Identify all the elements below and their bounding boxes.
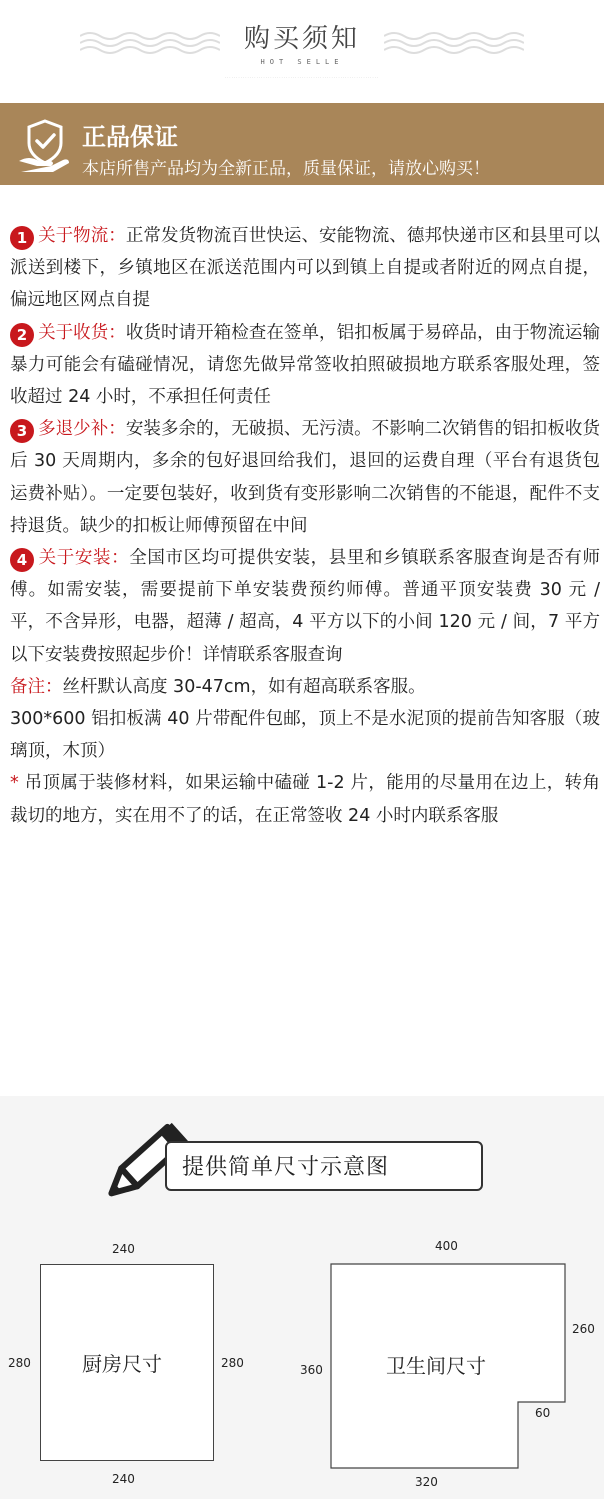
note-label: 关于收货： [38,322,126,343]
warning-text: 吊顶属于装修材料，如果运输中磕碰 1-2 片，能用的尽量用在边上，转角裁切的地方，实在用不了的话，在正常签收 24 小时内联系客服 [10,773,600,826]
note-label: 多退少补： [38,419,126,440]
note-text: 收货时请开箱检查在签单，铝扣板属于易碎品，由于物流运输暴力可能会有磕碰情况，请您先做异常签收拍照破损地方联系客服处理，签收超过 24 小时，不承担任何责任 [10,322,600,408]
note-text: 正常发货物流百世快运、安能物流、德邦快递市区和县里可以派送到楼下，乡镇地区在派送范围内可以到镇上自提或者附近的网点自提，偏远地区网点自提 [10,226,600,311]
bathroom-top-dim: 400 [435,1239,458,1253]
remark-label: 备注： [10,676,63,697]
page-header [0,0,604,100]
kitchen-label: 厨房尺寸 [82,1352,162,1376]
kitchen-bottom-dim: 240 [112,1472,135,1486]
kitchen-right-dim: 280 [221,1356,244,1370]
note-warning [10,767,600,831]
remark-text: 丝杆默认高度 30-47cm，如有超高联系客服。 [62,676,426,697]
asterisk-icon: * [10,773,19,794]
diagram-heading: 提供简单尺寸示意图 [182,1155,390,1180]
note-logistics [10,220,600,317]
page-tagline: .................................................................... [224,74,380,79]
guarantee-banner [0,103,604,185]
note-remark-2 [10,703,600,767]
kitchen-left-dim: 280 [8,1356,31,1370]
remark-text-2: 300*600 铝扣板满 40 片带配件包邮，顶上不是水泥顶的提前告知客服（玻璃顶，木顶） [10,709,600,762]
number-badge: 3 [10,419,34,443]
note-remark [10,671,600,703]
note-receiving [10,317,600,414]
page-subtitle: HOT SELLE [260,58,344,66]
page-title: 购买须知 [243,24,360,54]
number-badge: 1 [10,226,34,250]
kitchen-top-dim: 240 [112,1242,135,1256]
note-text: 全国市区均可提供安装，县里和乡镇联系客服查询是否有师傅。如需安装，需要提前下单安装费预约师傅。普通平顶安装费 30 元 / 平，不含异形，电器，超薄 / 超高，4 平方以下的小间 120 元 / 间，7 平方以下安装费按照起步价！详情联系客服查询 [10,548,601,665]
number-badge: 2 [10,323,34,347]
bathroom-label: 卫生间尺寸 [386,1354,486,1378]
bathroom-left-dim: 360 [300,1363,323,1377]
note-returns [10,413,600,542]
bathroom-right-dim: 260 [572,1322,595,1336]
note-label: 关于安装： [38,548,130,569]
bathroom-notch-dim: 60 [535,1406,551,1420]
purchase-notes [10,220,600,832]
note-text: 安装多余的，无破损、无污渍。不影响二次销售的铝扣板收货后 30 天周期内，多余的包好退回给我们，退回的运费自理（平台有退货包运费补贴）。一定要包装好，收到货有变形影响二次销售的不能退，配件不支持退货。缺少的扣板让师傅预留在中间 [10,419,600,536]
note-label: 关于物流： [38,226,126,246]
bathroom-bottom-dim: 320 [415,1475,438,1489]
banner-title: 正品保证 [82,123,178,151]
number-badge: 4 [10,548,34,572]
banner-text: 本店所售产品均为全新正品，质量保证，请放心购买！ [82,159,490,179]
shield-check-hand-icon [17,117,73,173]
note-installation [10,542,600,671]
